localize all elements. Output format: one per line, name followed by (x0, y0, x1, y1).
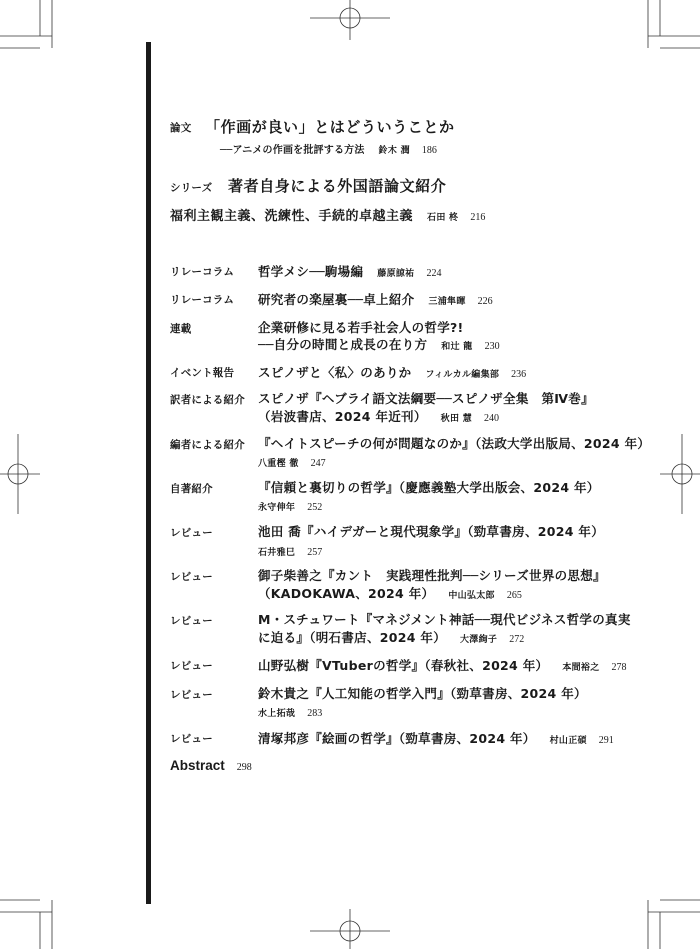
entry-label: 訳者による紹介 (170, 394, 245, 406)
entry-page: 247 (310, 458, 326, 469)
entry-title-cont: （KADOKAWA、2024 年） (258, 586, 435, 601)
entry-label: レビュー (170, 615, 213, 627)
entry-title: スピノザ『ヘブライ語文法綱要──スピノザ全集 第Ⅳ巻』 (258, 391, 594, 406)
entry-line1 (258, 655, 627, 674)
series-author: 石田 柊 (427, 213, 459, 223)
entry-page: 257 (307, 547, 323, 558)
entry-byline (258, 451, 326, 470)
entry-label: レビュー (170, 527, 213, 539)
entry-byline (258, 701, 322, 720)
series-page: 216 (470, 212, 486, 223)
entry-byline (258, 540, 322, 559)
feature-byline (220, 138, 437, 157)
entry-author: 永守伸年 (258, 503, 296, 513)
abstract-page: 298 (236, 762, 252, 773)
feature-title: 「作画が良い」とはどういうことか (205, 118, 455, 136)
entry-title: 『ヘイトスピーチの何が問題なのか』（法政大学出版局、2024 年） (258, 436, 651, 451)
entry-title: 清塚邦彦『絵画の哲学』（勁草書房、2024 年） (258, 731, 536, 746)
entry-title: 哲学メシ──駒場編 (258, 264, 364, 279)
entry-title: 『信頼と裏切りの哲学』（慶應義塾大学出版会、2024 年） (258, 480, 600, 495)
entry-author: 水上拓哉 (258, 709, 296, 719)
entry-line2 (258, 627, 524, 646)
entry-title: M・スチュワート『マネジメント神話──現代ビジネス哲学の真実 (258, 612, 631, 627)
entry-page: 252 (307, 502, 323, 513)
entry-page: 272 (509, 634, 525, 645)
entry-title: 企業研修に見る若手社会人の哲学?! (258, 320, 464, 335)
entry-author: 和辻 龍 (441, 342, 473, 352)
entry-title: 御子柴善之『カント 実践理性批判──シリーズ世界の思想』 (258, 568, 606, 583)
entry-author: 村山正碩 (549, 736, 587, 746)
entry-title: 鈴木貴之『人工知能の哲学入門』（勁草書房、2024 年） (258, 686, 587, 701)
entry-author: 秋田 慧 (440, 414, 472, 424)
entry-label: レビュー (170, 660, 213, 672)
entry-title-cont: ──自分の時間と成長の在り方 (258, 337, 428, 352)
entry-author: 八重樫 徹 (258, 459, 299, 469)
entry-label: 連載 (170, 323, 192, 335)
entry-line2 (258, 334, 500, 353)
entry-byline (258, 495, 322, 514)
entry-line1 (258, 728, 614, 747)
entry-author: フィルカル編集部 (425, 370, 500, 380)
entry-label: 自著紹介 (170, 483, 213, 495)
abstract-label: Abstract (170, 758, 225, 773)
entry-line1 (258, 289, 493, 308)
feature-page: 186 (421, 145, 437, 156)
entry-page: 236 (511, 369, 527, 380)
series-byline (170, 205, 485, 224)
entry-title: 山野弘樹『VTuberの哲学』（春秋社、2024 年） (258, 658, 549, 673)
margin-rule (146, 42, 151, 904)
series-subtitle: 福利主観主義、洗練性、手続的卓越主義 (170, 209, 414, 224)
feature-label: 論文 (170, 122, 192, 134)
entry-page: 283 (307, 708, 323, 719)
entry-page: 226 (477, 296, 493, 307)
entry-page: 265 (506, 590, 522, 601)
entry-title: 研究者の楽屋裏──卓上紹介 (258, 292, 415, 307)
entry-label: リレーコラム (170, 266, 235, 278)
entry-title: スピノザと〈私〉のありか (258, 365, 412, 380)
entry-page: 230 (484, 341, 500, 352)
entry-author: 本間裕之 (562, 663, 600, 673)
feature-subtitle: ──アニメの作画を批評する方法 (220, 145, 365, 156)
entry-label: 編者による紹介 (170, 439, 245, 451)
entry-label: レビュー (170, 689, 213, 701)
entry-label: レビュー (170, 733, 213, 745)
entry-author: 藤原諒祐 (377, 269, 415, 279)
series-label: シリーズ (170, 182, 213, 194)
entry-label: レビュー (170, 571, 213, 583)
entry-author: 石井雅巳 (258, 548, 296, 558)
entry-page: 278 (611, 662, 627, 673)
entry-author: 大澤絢子 (460, 635, 498, 645)
series-title: 著者自身による外国語論文紹介 (228, 177, 447, 195)
entry-page: 240 (484, 413, 499, 424)
entry-title-cont: に迫る』（明石書店、2024 年） (258, 630, 446, 645)
entry-label: イベント報告 (170, 367, 235, 379)
entry-title: 池田 喬『ハイデガーと現代現象学』（勁草書房、2024 年） (258, 524, 604, 539)
entry-author: 三浦隼暉 (428, 297, 466, 307)
entry-page: 224 (426, 268, 442, 279)
entry-line1 (258, 362, 526, 381)
abstract-line (170, 755, 252, 774)
entry-line2 (258, 406, 499, 425)
feature-author: 鈴木 潤 (378, 146, 410, 156)
entry-page: 291 (598, 735, 614, 746)
entry-line2 (258, 583, 522, 602)
entry-label: リレーコラム (170, 294, 235, 306)
entry-author: 中山弘太郎 (448, 591, 495, 601)
entry-title-cont: （岩波書店、2024 年近刊） (258, 409, 427, 424)
entry-line1 (258, 261, 441, 280)
